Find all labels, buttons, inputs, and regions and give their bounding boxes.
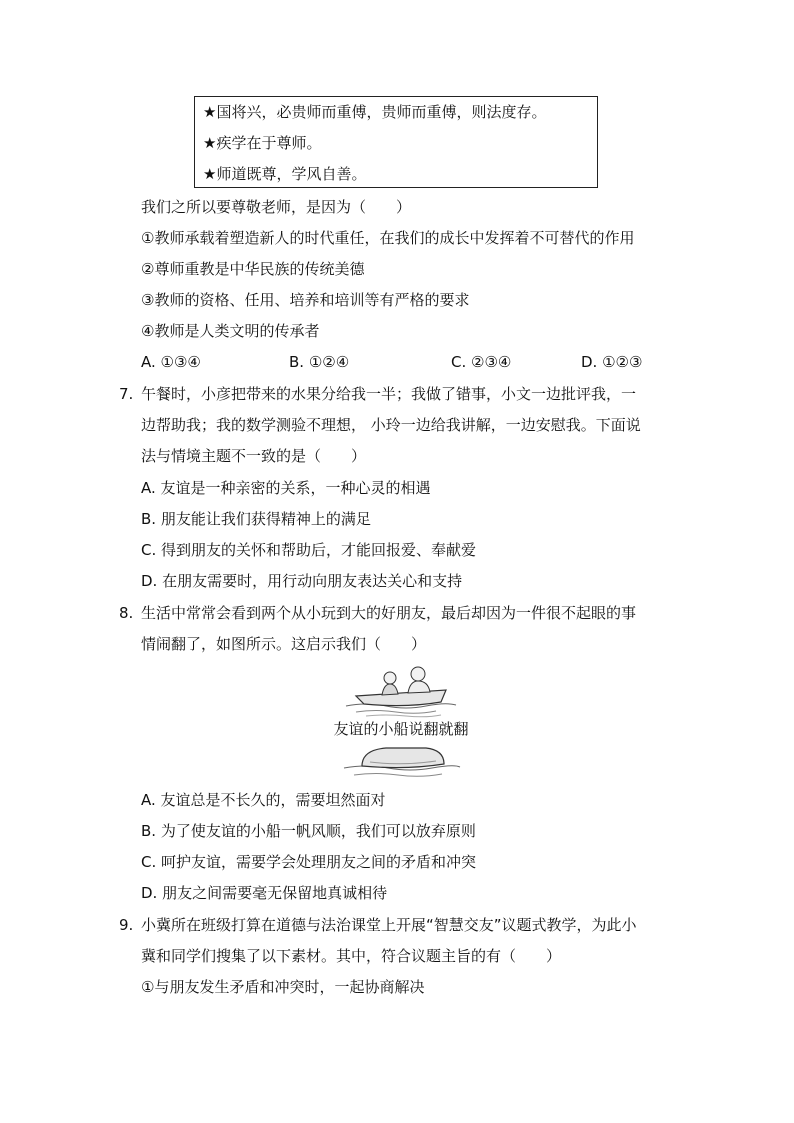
quote-box (194, 96, 598, 188)
q9-number: 9. (119, 916, 134, 934)
quote-line: ★疾学在于尊师。 (203, 134, 322, 152)
q6-statement: ①教师承载着塑造新人的时代重任，在我们的成长中发挥着不可替代的作用 (141, 229, 635, 247)
q6-option-b: B. ①②④ (289, 353, 350, 371)
q6-option-a: A. ①③④ (141, 353, 201, 371)
capsized-boat-icon (326, 742, 476, 782)
q6-option-d: D. ①②③ (581, 353, 643, 371)
figure-caption: 友谊的小船说翻就翻 (333, 720, 469, 738)
q9-stem-line: 小冀所在班级打算在道德与法治课堂上开展“智慧交友”议题式教学，为此小 (141, 916, 637, 934)
q6-option-c: C. ②③④ (451, 353, 512, 371)
quote-line: ★国将兴，必贵师而重傅，贵师而重傅，则法度存。 (203, 103, 547, 121)
quote-line: ★师道既尊，学风自善。 (203, 165, 367, 183)
q8-stem-line: 生活中常常会看到两个从小玩到大的好朋友，最后却因为一件很不起眼的事 (141, 604, 637, 622)
q7-number: 7. (119, 385, 134, 403)
q8-number: 8. (119, 604, 134, 622)
q6-statement: ②尊师重教是中华民族的传统美德 (141, 260, 365, 278)
q7-stem-line: 法与情境主题不一致的是（ ） (141, 447, 367, 465)
q7-option-a: A. 友谊是一种亲密的关系，一种心灵的相遇 (141, 479, 431, 497)
q6-stem: 我们之所以要尊敬老师，是因为（ ） (141, 198, 412, 216)
q9-statement: ①与朋友发生矛盾和冲突时，一起协商解决 (141, 978, 425, 996)
q6-statement: ④教师是人类文明的传承者 (141, 322, 320, 340)
q7-stem-line: 边帮助我；我的数学测验不理想， 小玲一边给我讲解，一边安慰我。下面说 (141, 416, 641, 434)
boat-with-people-icon (326, 660, 476, 718)
q8-option-b: B. 为了使友谊的小船一帆风顺，我们可以放弃原则 (141, 822, 476, 840)
q6-statement: ③教师的资格、任用、培养和培训等有严格的要求 (141, 291, 470, 309)
q7-option-d: D. 在朋友需要时，用行动向朋友表达关心和支持 (141, 572, 463, 590)
q7-option-b: B. 朋友能让我们获得精神上的满足 (141, 510, 371, 528)
q8-option-a: A. 友谊总是不长久的，需要坦然面对 (141, 791, 386, 809)
q7-option-c: C. 得到朋友的关怀和帮助后，才能回报爱、奉献爱 (141, 541, 477, 559)
q8-option-c: C. 呵护友谊，需要学会处理朋友之间的矛盾和冲突 (141, 853, 477, 871)
q8-option-d: D. 朋友之间需要毫无保留地真诚相待 (141, 884, 388, 902)
q8-stem-line: 情闹翻了，如图所示。这启示我们（ ） (141, 635, 427, 653)
friendship-boat-figure (326, 660, 476, 780)
q7-stem-line: 午餐时，小彦把带来的水果分给我一半；我做了错事，小文一边批评我，一 (141, 385, 637, 403)
q9-stem-line: 冀和同学们搜集了以下素材。其中，符合议题主旨的有（ ） (141, 947, 562, 965)
